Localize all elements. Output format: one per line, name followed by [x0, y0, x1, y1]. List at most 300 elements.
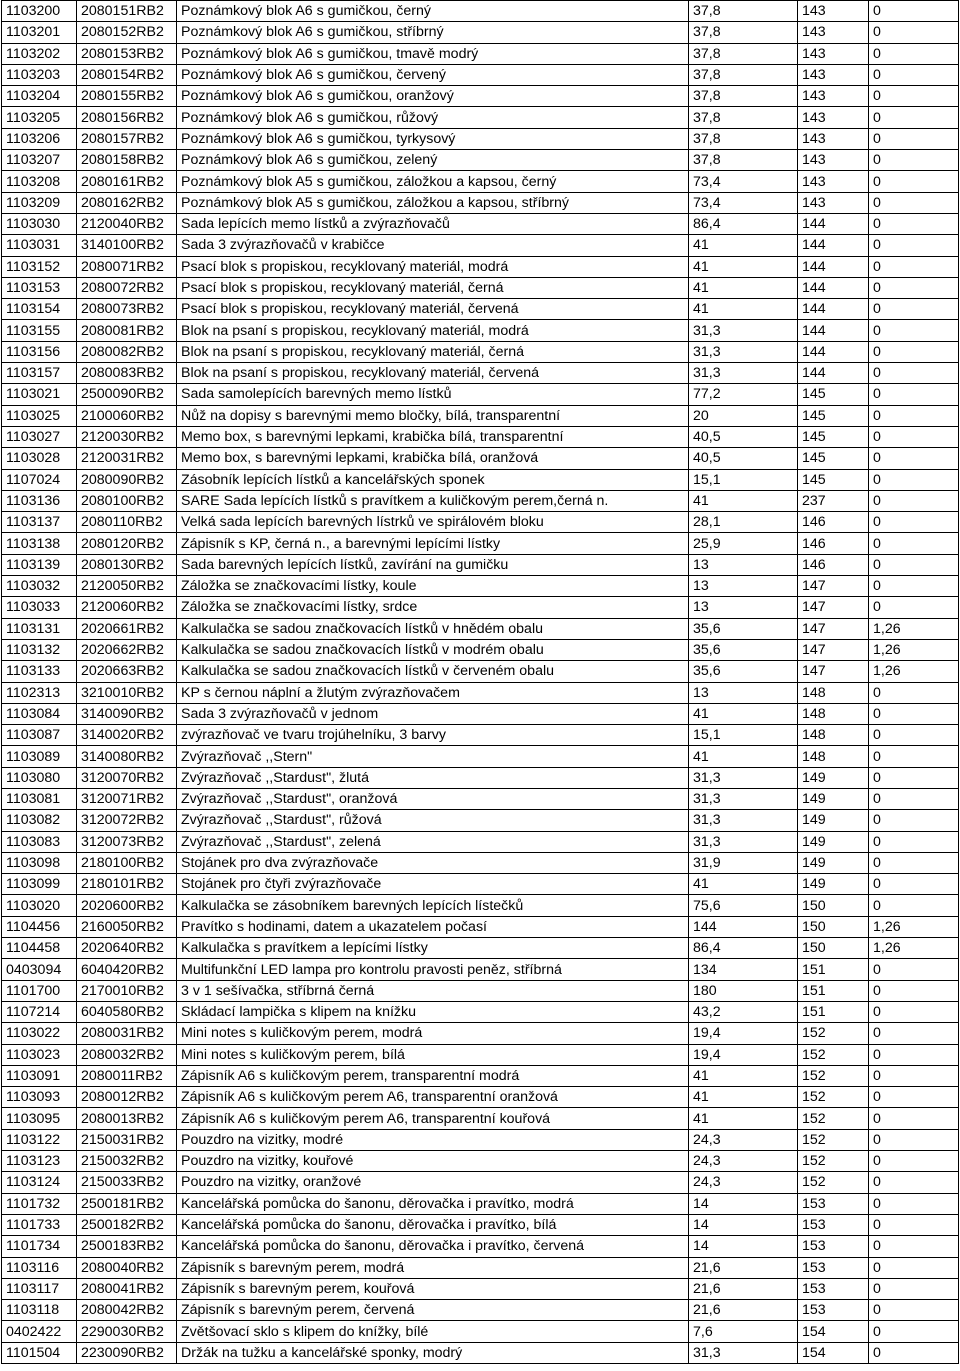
- table-row: [2, 682, 959, 703]
- cell-fee: 0: [869, 22, 959, 43]
- cell-product-code: 2020640RB2: [77, 938, 177, 959]
- table-row: [2, 22, 959, 43]
- cell-product-code: 2180101RB2: [77, 874, 177, 895]
- cell-description: Sada lepících memo lístků a zvýrazňovačů: [177, 213, 689, 234]
- cell-item-number: 1103209: [2, 192, 77, 213]
- cell-price: 41: [689, 490, 798, 511]
- cell-fee: 0: [869, 192, 959, 213]
- cell-fee: 0: [869, 1, 959, 22]
- cell-fee: 0: [869, 1236, 959, 1257]
- cell-price: 20: [689, 405, 798, 426]
- cell-description: Kalkulačka s pravítkem a lepícími lístky: [177, 938, 689, 959]
- cell-item-number: 1103033: [2, 597, 77, 618]
- cell-page: 144: [798, 213, 869, 234]
- cell-product-code: 2080155RB2: [77, 86, 177, 107]
- cell-description: Multifunkční LED lampa pro kontrolu pravosti peněz, stříbrná: [177, 959, 689, 980]
- cell-page: 143: [798, 171, 869, 192]
- cell-fee: 0: [869, 831, 959, 852]
- cell-item-number: 1103032: [2, 576, 77, 597]
- cell-item-number: 1103028: [2, 448, 77, 469]
- cell-price: 31,3: [689, 1342, 798, 1363]
- cell-item-number: 1103081: [2, 788, 77, 809]
- cell-description: Psací blok s propiskou, recyklovaný materiál, červená: [177, 299, 689, 320]
- cell-product-code: 2080082RB2: [77, 341, 177, 362]
- cell-page: 150: [798, 916, 869, 937]
- cell-product-code: 2170010RB2: [77, 980, 177, 1001]
- table-row: [2, 554, 959, 575]
- cell-price: 41: [689, 299, 798, 320]
- cell-description: Nůž na dopisy s barevnými memo bločky, bílá, transparentní: [177, 405, 689, 426]
- cell-product-code: 2080156RB2: [77, 107, 177, 128]
- cell-item-number: 1103207: [2, 150, 77, 171]
- cell-item-number: 1103152: [2, 256, 77, 277]
- cell-fee: 1,26: [869, 661, 959, 682]
- cell-description: Mini notes s kuličkovým perem, bílá: [177, 1044, 689, 1065]
- cell-product-code: 2080130RB2: [77, 554, 177, 575]
- cell-description: Kalkulačka se sadou značkovacích lístků v hnědém obalu: [177, 618, 689, 639]
- cell-price: 41: [689, 703, 798, 724]
- table-row: [2, 1236, 959, 1257]
- cell-product-code: 2080071RB2: [77, 256, 177, 277]
- cell-item-number: 1101734: [2, 1236, 77, 1257]
- cell-page: 145: [798, 469, 869, 490]
- table-row: [2, 128, 959, 149]
- cell-fee: 0: [869, 703, 959, 724]
- cell-description: 3 v 1 sešívačka, stříbrná černá: [177, 980, 689, 1001]
- cell-page: 147: [798, 661, 869, 682]
- table-row: [2, 959, 959, 980]
- cell-page: 149: [798, 852, 869, 873]
- cell-item-number: 1103116: [2, 1257, 77, 1278]
- cell-product-code: 3120073RB2: [77, 831, 177, 852]
- cell-fee: 0: [869, 1001, 959, 1022]
- cell-description: Kalkulačka se sadou značkovacích lístků v modrém obalu: [177, 639, 689, 660]
- table-row: [2, 1321, 959, 1342]
- table-row: [2, 1193, 959, 1214]
- cell-price: 35,6: [689, 618, 798, 639]
- cell-product-code: 2080154RB2: [77, 64, 177, 85]
- cell-page: 152: [798, 1044, 869, 1065]
- cell-fee: 0: [869, 405, 959, 426]
- cell-fee: 0: [869, 1257, 959, 1278]
- cell-item-number: 1103203: [2, 64, 77, 85]
- cell-page: 147: [798, 618, 869, 639]
- cell-product-code: 3140020RB2: [77, 725, 177, 746]
- cell-price: 31,3: [689, 341, 798, 362]
- cell-page: 147: [798, 597, 869, 618]
- cell-price: 15,1: [689, 725, 798, 746]
- cell-description: Zápisník A6 s kuličkovým perem A6, transparentní kouřová: [177, 1108, 689, 1129]
- cell-product-code: 2080100RB2: [77, 490, 177, 511]
- cell-product-code: 2080153RB2: [77, 43, 177, 64]
- cell-description: Stojánek pro dva zvýrazňovače: [177, 852, 689, 873]
- cell-fee: 0: [869, 490, 959, 511]
- cell-fee: 0: [869, 1151, 959, 1172]
- table-row: [2, 277, 959, 298]
- cell-product-code: 2080031RB2: [77, 1023, 177, 1044]
- cell-page: 144: [798, 277, 869, 298]
- cell-price: 13: [689, 597, 798, 618]
- table-row: [2, 384, 959, 405]
- cell-product-code: 3140090RB2: [77, 703, 177, 724]
- cell-page: 145: [798, 426, 869, 447]
- cell-description: Kancelářská pomůcka do šanonu, děrovačka i pravítko, modrá: [177, 1193, 689, 1214]
- cell-fee: 0: [869, 533, 959, 554]
- cell-fee: 1,26: [869, 639, 959, 660]
- table-row: [2, 320, 959, 341]
- cell-item-number: 1103205: [2, 107, 77, 128]
- cell-price: 7,6: [689, 1321, 798, 1342]
- cell-item-number: 1103117: [2, 1278, 77, 1299]
- cell-price: 37,8: [689, 43, 798, 64]
- cell-item-number: 1107214: [2, 1001, 77, 1022]
- cell-page: 148: [798, 746, 869, 767]
- cell-page: 148: [798, 725, 869, 746]
- cell-description: Poznámkový blok A6 s gumičkou, tmavě modrý: [177, 43, 689, 64]
- cell-fee: 0: [869, 86, 959, 107]
- cell-item-number: 1103200: [2, 1, 77, 22]
- cell-fee: 0: [869, 384, 959, 405]
- cell-price: 24,3: [689, 1129, 798, 1150]
- cell-item-number: 0403094: [2, 959, 77, 980]
- cell-fee: 0: [869, 895, 959, 916]
- cell-description: Zvýrazňovač ,,Stardust", oranžová: [177, 788, 689, 809]
- cell-price: 24,3: [689, 1151, 798, 1172]
- cell-description: Pouzdro na vizitky, modré: [177, 1129, 689, 1150]
- cell-fee: 0: [869, 767, 959, 788]
- cell-product-code: 2120040RB2: [77, 213, 177, 234]
- cell-product-code: 2500181RB2: [77, 1193, 177, 1214]
- cell-description: Zvýrazňovač ,,Stern": [177, 746, 689, 767]
- cell-item-number: 1103204: [2, 86, 77, 107]
- table-row: [2, 533, 959, 554]
- table-body: [2, 1, 959, 1364]
- cell-description: Zápisník A6 s kuličkovým perem, transparentní modrá: [177, 1065, 689, 1086]
- cell-item-number: 1103091: [2, 1065, 77, 1086]
- cell-price: 28,1: [689, 512, 798, 533]
- cell-fee: 0: [869, 1342, 959, 1363]
- table-row: [2, 746, 959, 767]
- table-row: [2, 916, 959, 937]
- cell-fee: 0: [869, 682, 959, 703]
- cell-price: 21,6: [689, 1257, 798, 1278]
- cell-fee: 0: [869, 1129, 959, 1150]
- cell-item-number: 1103132: [2, 639, 77, 660]
- cell-price: 40,5: [689, 426, 798, 447]
- cell-product-code: 3120072RB2: [77, 810, 177, 831]
- cell-price: 41: [689, 1108, 798, 1129]
- table-row: [2, 767, 959, 788]
- cell-description: Poznámkový blok A6 s gumičkou, černý: [177, 1, 689, 22]
- cell-description: Poznámkový blok A6 s gumičkou, stříbrný: [177, 22, 689, 43]
- cell-page: 143: [798, 192, 869, 213]
- cell-page: 153: [798, 1278, 869, 1299]
- cell-price: 19,4: [689, 1023, 798, 1044]
- cell-product-code: 2160050RB2: [77, 916, 177, 937]
- cell-description: Pravítko s hodinami, datem a ukazatelem počasí: [177, 916, 689, 937]
- cell-item-number: 1101504: [2, 1342, 77, 1363]
- cell-price: 31,3: [689, 363, 798, 384]
- cell-item-number: 1107024: [2, 469, 77, 490]
- cell-price: 31,3: [689, 767, 798, 788]
- table-row: [2, 1129, 959, 1150]
- cell-item-number: 1103201: [2, 22, 77, 43]
- cell-item-number: 1103030: [2, 213, 77, 234]
- cell-item-number: 1103021: [2, 384, 77, 405]
- cell-page: 237: [798, 490, 869, 511]
- cell-page: 146: [798, 512, 869, 533]
- cell-fee: 0: [869, 213, 959, 234]
- cell-item-number: 1101700: [2, 980, 77, 1001]
- table-row: [2, 1172, 959, 1193]
- cell-item-number: 0402422: [2, 1321, 77, 1342]
- cell-item-number: 1103118: [2, 1300, 77, 1321]
- cell-price: 19,4: [689, 1044, 798, 1065]
- cell-product-code: 2150032RB2: [77, 1151, 177, 1172]
- cell-page: 149: [798, 831, 869, 852]
- cell-fee: 0: [869, 1023, 959, 1044]
- table-row: [2, 426, 959, 447]
- cell-description: Blok na psaní s propiskou, recyklovaný materiál, červená: [177, 363, 689, 384]
- cell-page: 154: [798, 1321, 869, 1342]
- cell-price: 41: [689, 256, 798, 277]
- cell-page: 150: [798, 938, 869, 959]
- cell-description: Zápisník s KP, černá n., a barevnými lepícími lístky: [177, 533, 689, 554]
- cell-page: 151: [798, 959, 869, 980]
- cell-price: 37,8: [689, 128, 798, 149]
- cell-item-number: 1103082: [2, 810, 77, 831]
- cell-page: 149: [798, 767, 869, 788]
- cell-product-code: 2080162RB2: [77, 192, 177, 213]
- cell-price: 77,2: [689, 384, 798, 405]
- cell-price: 13: [689, 554, 798, 575]
- cell-item-number: 1103020: [2, 895, 77, 916]
- cell-page: 149: [798, 810, 869, 831]
- cell-product-code: 2100060RB2: [77, 405, 177, 426]
- cell-product-code: 3210010RB2: [77, 682, 177, 703]
- table-row: [2, 1300, 959, 1321]
- cell-product-code: 2020662RB2: [77, 639, 177, 660]
- cell-page: 143: [798, 107, 869, 128]
- cell-page: 145: [798, 448, 869, 469]
- cell-fee: 1,26: [869, 618, 959, 639]
- cell-page: 146: [798, 533, 869, 554]
- cell-product-code: 2020600RB2: [77, 895, 177, 916]
- cell-fee: 0: [869, 512, 959, 533]
- table-row: [2, 1044, 959, 1065]
- table-row: [2, 107, 959, 128]
- cell-fee: 0: [869, 959, 959, 980]
- cell-item-number: 1103206: [2, 128, 77, 149]
- cell-page: 149: [798, 788, 869, 809]
- cell-description: Blok na psaní s propiskou, recyklovaný materiál, modrá: [177, 320, 689, 341]
- cell-price: 40,5: [689, 448, 798, 469]
- cell-fee: 0: [869, 1321, 959, 1342]
- cell-item-number: 1103023: [2, 1044, 77, 1065]
- cell-fee: 0: [869, 576, 959, 597]
- table-row: [2, 1087, 959, 1108]
- cell-product-code: 2080090RB2: [77, 469, 177, 490]
- cell-description: Pouzdro na vizitky, kouřové: [177, 1151, 689, 1172]
- cell-description: Zvýrazňovač ,,Stardust", žlutá: [177, 767, 689, 788]
- table-row: [2, 1214, 959, 1235]
- cell-price: 41: [689, 235, 798, 256]
- cell-description: Poznámkový blok A6 s gumičkou, růžový: [177, 107, 689, 128]
- cell-price: 41: [689, 874, 798, 895]
- cell-item-number: 1103031: [2, 235, 77, 256]
- cell-fee: 0: [869, 554, 959, 575]
- cell-item-number: 1103123: [2, 1151, 77, 1172]
- cell-page: 150: [798, 895, 869, 916]
- cell-item-number: 1103080: [2, 767, 77, 788]
- cell-price: 25,9: [689, 533, 798, 554]
- cell-description: Zápisník A6 s kuličkovým perem A6, transparentní oranžová: [177, 1087, 689, 1108]
- cell-product-code: 3120070RB2: [77, 767, 177, 788]
- cell-fee: 0: [869, 1172, 959, 1193]
- table-row: [2, 1023, 959, 1044]
- cell-description: Skládací lampička s klipem na knížku: [177, 1001, 689, 1022]
- table-row: [2, 1278, 959, 1299]
- cell-product-code: 3140080RB2: [77, 746, 177, 767]
- table-row: [2, 490, 959, 511]
- cell-fee: 0: [869, 235, 959, 256]
- cell-fee: 1,26: [869, 916, 959, 937]
- cell-description: Blok na psaní s propiskou, recyklovaný materiál, černá: [177, 341, 689, 362]
- cell-price: 13: [689, 682, 798, 703]
- cell-page: 153: [798, 1193, 869, 1214]
- cell-description: Zvýrazňovač ,,Stardust", růžová: [177, 810, 689, 831]
- cell-item-number: 1103136: [2, 490, 77, 511]
- cell-price: 35,6: [689, 661, 798, 682]
- table-row: [2, 469, 959, 490]
- cell-item-number: 1103133: [2, 661, 77, 682]
- cell-product-code: 2080072RB2: [77, 277, 177, 298]
- cell-price: 37,8: [689, 86, 798, 107]
- cell-price: 31,3: [689, 320, 798, 341]
- cell-page: 143: [798, 1, 869, 22]
- cell-description: Poznámkový blok A6 s gumičkou, tyrkysový: [177, 128, 689, 149]
- cell-price: 37,8: [689, 64, 798, 85]
- cell-description: Sada 3 zvýrazňovačů v jednom: [177, 703, 689, 724]
- table-row: [2, 86, 959, 107]
- cell-page: 151: [798, 1001, 869, 1022]
- cell-product-code: 2120050RB2: [77, 576, 177, 597]
- cell-description: Sada 3 zvýrazňovačů v krabičce: [177, 235, 689, 256]
- cell-fee: 0: [869, 852, 959, 873]
- cell-product-code: 2080152RB2: [77, 22, 177, 43]
- cell-product-code: 3140100RB2: [77, 235, 177, 256]
- cell-product-code: 2080157RB2: [77, 128, 177, 149]
- cell-page: 147: [798, 639, 869, 660]
- cell-product-code: 2080013RB2: [77, 1108, 177, 1129]
- cell-product-code: 2500090RB2: [77, 384, 177, 405]
- cell-price: 75,6: [689, 895, 798, 916]
- cell-item-number: 1103027: [2, 426, 77, 447]
- cell-price: 14: [689, 1193, 798, 1214]
- cell-item-number: 1103139: [2, 554, 77, 575]
- cell-item-number: 1103098: [2, 852, 77, 873]
- cell-item-number: 1103157: [2, 363, 77, 384]
- cell-description: Pouzdro na vizitky, oranžové: [177, 1172, 689, 1193]
- cell-price: 37,8: [689, 107, 798, 128]
- table-row: [2, 618, 959, 639]
- cell-page: 147: [798, 576, 869, 597]
- cell-page: 145: [798, 405, 869, 426]
- cell-product-code: 2080161RB2: [77, 171, 177, 192]
- table-row: [2, 852, 959, 873]
- cell-product-code: 2080083RB2: [77, 363, 177, 384]
- table-row: [2, 363, 959, 384]
- cell-item-number: 1101732: [2, 1193, 77, 1214]
- cell-product-code: 2080158RB2: [77, 150, 177, 171]
- cell-item-number: 1103153: [2, 277, 77, 298]
- cell-description: Poznámkový blok A5 s gumičkou, záložkou a kapsou, černý: [177, 171, 689, 192]
- cell-fee: 0: [869, 299, 959, 320]
- cell-fee: 0: [869, 1065, 959, 1086]
- table-row: [2, 235, 959, 256]
- cell-page: 154: [798, 1342, 869, 1363]
- cell-fee: 0: [869, 426, 959, 447]
- cell-page: 143: [798, 86, 869, 107]
- table-row: [2, 150, 959, 171]
- cell-item-number: 1103137: [2, 512, 77, 533]
- cell-description: KP s černou náplní a žlutým zvýrazňovačem: [177, 682, 689, 703]
- cell-page: 152: [798, 1087, 869, 1108]
- cell-price: 31,9: [689, 852, 798, 873]
- cell-product-code: 6040420RB2: [77, 959, 177, 980]
- cell-price: 31,3: [689, 831, 798, 852]
- cell-item-number: 1104458: [2, 938, 77, 959]
- cell-page: 144: [798, 341, 869, 362]
- cell-fee: 0: [869, 363, 959, 384]
- cell-description: Zvětšovací sklo s klipem do knížky, bílé: [177, 1321, 689, 1342]
- cell-price: 31,3: [689, 788, 798, 809]
- table-row: [2, 639, 959, 660]
- cell-price: 24,3: [689, 1172, 798, 1193]
- cell-product-code: 2500182RB2: [77, 1214, 177, 1235]
- table-row: [2, 980, 959, 1001]
- cell-page: 152: [798, 1023, 869, 1044]
- cell-description: Poznámkový blok A6 s gumičkou, zelený: [177, 150, 689, 171]
- cell-fee: 0: [869, 128, 959, 149]
- table-row: [2, 213, 959, 234]
- product-price-table: [1, 0, 959, 1364]
- table-row: [2, 299, 959, 320]
- table-row: [2, 1001, 959, 1022]
- cell-description: Zvýrazňovač ,,Stardust", zelená: [177, 831, 689, 852]
- cell-page: 153: [798, 1214, 869, 1235]
- cell-product-code: 2120030RB2: [77, 426, 177, 447]
- cell-product-code: 2020661RB2: [77, 618, 177, 639]
- cell-description: Psací blok s propiskou, recyklovaný materiál, modrá: [177, 256, 689, 277]
- cell-description: Kalkulačka se sadou značkovacích lístků v červeném obalu: [177, 661, 689, 682]
- cell-product-code: 2180100RB2: [77, 852, 177, 873]
- table-row: [2, 703, 959, 724]
- cell-description: Mini notes s kuličkovým perem, modrá: [177, 1023, 689, 1044]
- table-row: [2, 43, 959, 64]
- cell-price: 73,4: [689, 171, 798, 192]
- cell-price: 180: [689, 980, 798, 1001]
- cell-product-code: 2020663RB2: [77, 661, 177, 682]
- cell-item-number: 1103131: [2, 618, 77, 639]
- cell-page: 151: [798, 980, 869, 1001]
- cell-item-number: 1103156: [2, 341, 77, 362]
- cell-item-number: 1103095: [2, 1108, 77, 1129]
- cell-description: Záložka se značkovacími lístky, koule: [177, 576, 689, 597]
- cell-fee: 0: [869, 277, 959, 298]
- cell-product-code: 3120071RB2: [77, 788, 177, 809]
- cell-price: 37,8: [689, 1, 798, 22]
